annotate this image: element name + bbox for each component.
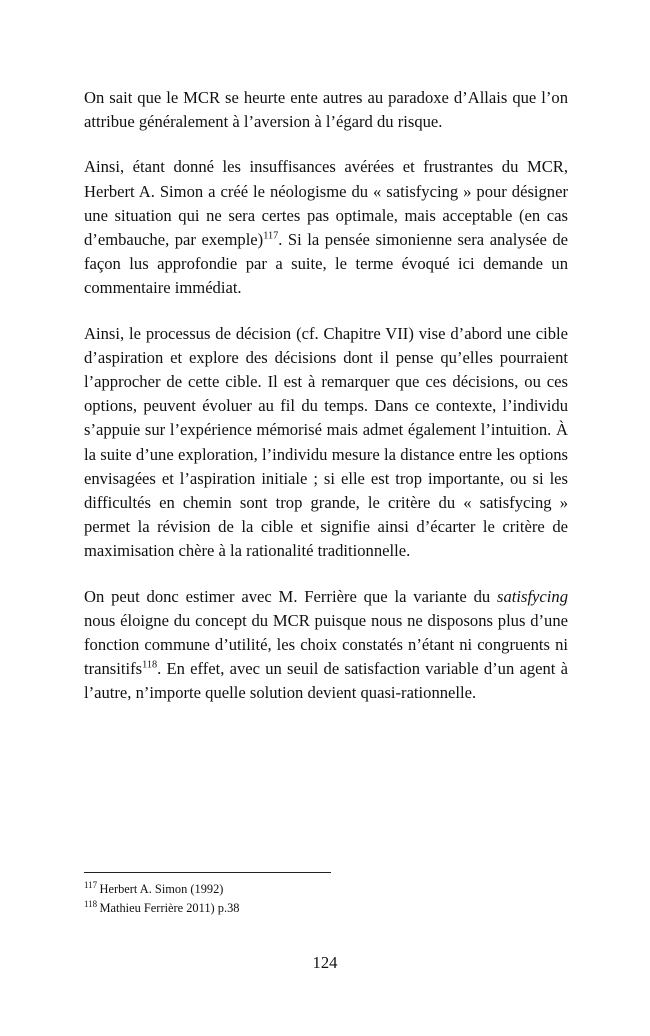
footnote-item bbox=[84, 880, 568, 899]
paragraph bbox=[84, 86, 568, 134]
paragraph bbox=[84, 585, 568, 706]
footnote-separator-rule bbox=[84, 872, 331, 873]
text-run: On peut donc estimer avec M. Ferrière que la variante du bbox=[84, 586, 498, 606]
footnote-item bbox=[84, 899, 568, 918]
footnote-reference[interactable]: 118 bbox=[142, 659, 158, 671]
footnote-list bbox=[84, 880, 568, 919]
text-run: . En effet, avec un seuil de satisfaction variable d’un agent à l’autre, n’importe quelle solution devient quasi-rationnelle. bbox=[84, 659, 568, 703]
text-run: nous éloigne du concept du MCR puisque nous ne disposons plus d’une fonction commune d’utilité, les choix constatés n’étant ni congruents ni transitifs bbox=[84, 610, 568, 679]
footnote-text: Mathieu Ferrière 2011) p.38 bbox=[99, 901, 240, 916]
text-run: On sait que le MCR se heurte ente autres au paradoxe d’Allais que l’on attribue généralement à l’aversion à l’égard du risque. bbox=[84, 88, 568, 132]
footnote-section bbox=[84, 872, 568, 919]
text-run: Ainsi, le processus de décision (cf. Chapitre VII) vise d’abord une cible d’aspiration et explore des décisions dont il pense qu’elles pourraient l’approcher de cette cible. Il est à remarquer que ces décisions, ou ces options, peuvent évoluer au fil du temps. Dans ce contexte, l’individu s’appuie sur l’expérience mémorisé mais admet également l’intuition. À la suite d’une exploration, l’individu mesure la distance entre les options envisagées et l’aspiration initiale ; si elle est trop importante, ou si les difficultés en chemin sont trop grande, le critère du « satisfycing » permet la révision de la cible et signifie ainsi d’écarter le critère de maximisation chère à la rationalité traditionnelle. bbox=[84, 323, 568, 561]
text-run: Ainsi, étant donné les insuffisances avérées et frustrantes du MCR, Herbert A. Simon a créé le néologisme du « satisfycing » pour désigner une situation qui ne sera certes pas optimale, mais acceptable (en cas d’embauche, par exemple) bbox=[84, 157, 568, 250]
paragraph bbox=[84, 155, 568, 300]
footnote-marker: 118 bbox=[84, 899, 98, 910]
paragraph bbox=[84, 322, 568, 564]
page-body-text bbox=[84, 86, 568, 706]
page-number: 124 bbox=[312, 953, 338, 972]
emphasized-term: satisfycing bbox=[497, 586, 568, 606]
footnote-text: Herbert A. Simon (1992) bbox=[99, 882, 224, 896]
footnote-reference[interactable]: 117 bbox=[263, 230, 279, 242]
footnote-marker: 117 bbox=[84, 879, 98, 890]
text-run: . Si la pensée simonienne sera analysée de façon lus approfondie par a suite, le terme évoqué ici demande un commentaire immédiat. bbox=[84, 230, 568, 298]
